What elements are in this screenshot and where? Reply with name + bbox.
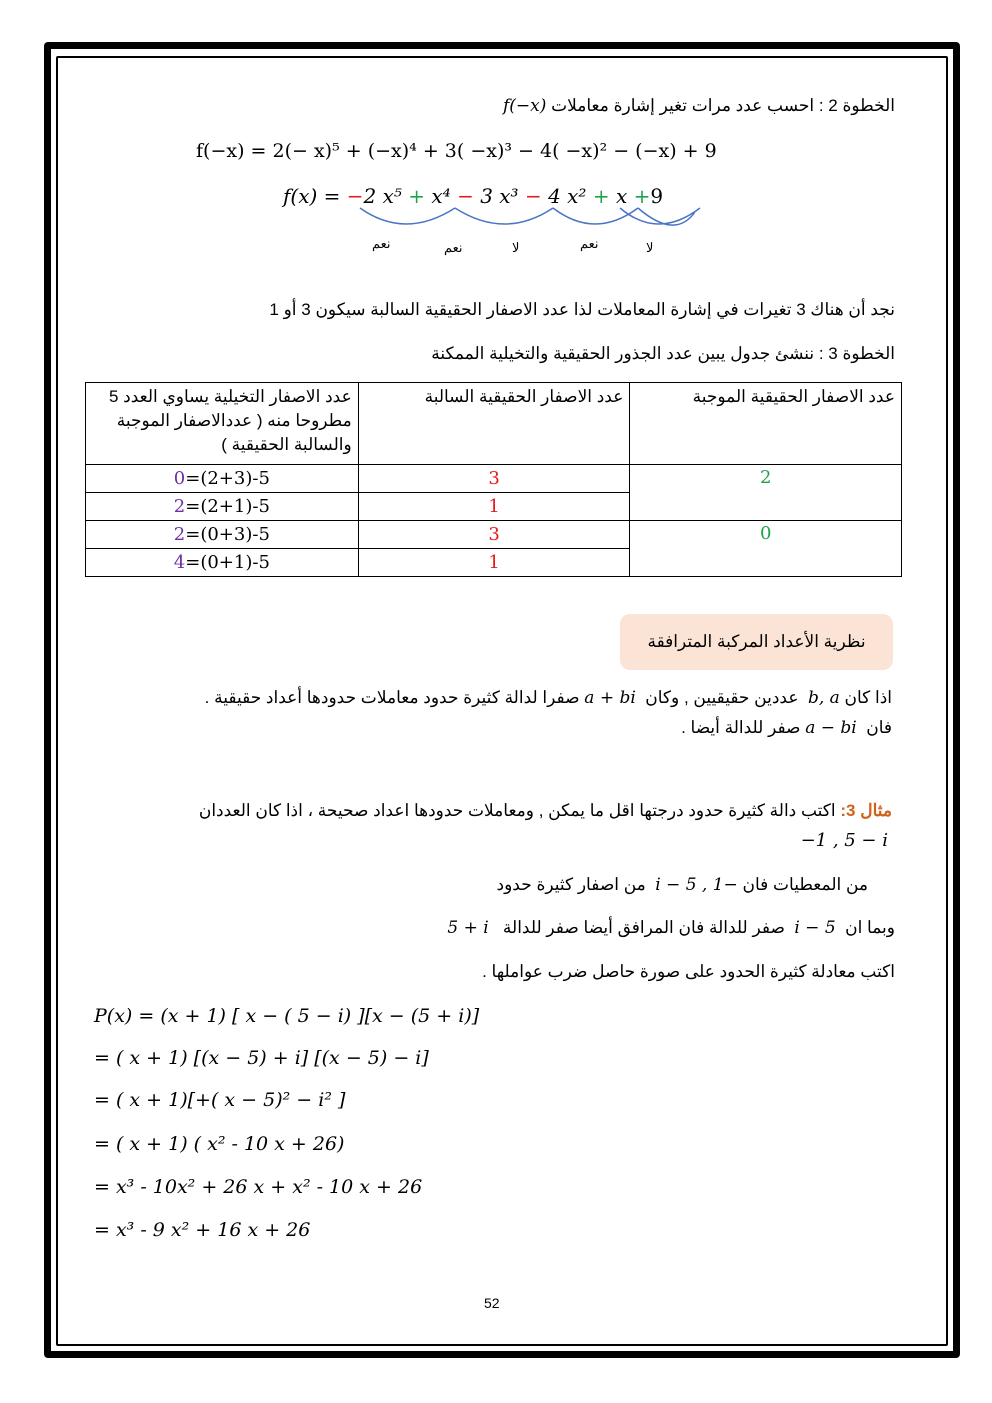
example3-given-zeros: −1 , 5 − i [800, 830, 888, 851]
roots-table [85, 382, 902, 577]
cell-negative: 3 [358, 521, 630, 549]
example3-statement: مثال 3: اكتب دالة كثيرة حدود درجتها اقل ما يمكن , ومعاملات حدودها اعداد صحيحة ، اذا كان العددان [198, 801, 892, 820]
theorem-line-1: اذا كان b, a عددين حقيقيين , وكان a + bi صفرا لدالة كثيرة حدود معاملات حدودها أعداد حقيقية . [204, 688, 892, 708]
cell-imaginary: 5-(0+3)=2 [86, 521, 359, 549]
step3-heading: الخطوة 3 : ننشئ جدول يبين عدد الجذور الحقيقية والتخيلية الممكنة [431, 344, 895, 363]
page-number: 52 [484, 1295, 500, 1311]
write-factored-instruction: اكتب معادلة كثيرة الحدود على صورة حاصل ضرب عواملها . [482, 962, 895, 981]
table-header-row [86, 383, 902, 465]
cell-imaginary: 5-(2+3)=0 [86, 465, 359, 493]
conclusion-text: نجد أن هناك 3 تغيرات في إشارة المعاملات لذا عدد الاصفار الحقيقية السالبة سيكون 3 أو 1 [269, 300, 895, 319]
cell-negative: 1 [358, 493, 630, 521]
derivation-line-1: P(x) = (x + 1) [ x − ( 5 − i) ][x − (5 + i)] [94, 1005, 480, 1027]
sign-minus: − [346, 184, 364, 208]
header-positive: عدد الاصفار الحقيقية الموجبة [630, 383, 902, 465]
derivation-line-3: = ( x + 1)[+( x − 5)² − i² ] [94, 1089, 346, 1111]
table-row [86, 465, 902, 493]
derivation-line-2: = ( x + 1) [(x − 5) + i] [(x − 5) − i] [94, 1047, 429, 1069]
cell-negative: 1 [358, 549, 630, 577]
theorem-line-2: فان a − bi صفر للدالة أيضا . [681, 718, 892, 738]
sign-minus: − [524, 184, 542, 208]
cell-imaginary: 5-(0+1)=4 [86, 549, 359, 577]
derivation-line-4: = ( x + 1) ( x² - 10 x + 26) [94, 1133, 345, 1155]
equation-f-x: f(x) = −2 x⁵ + x⁴ − 3 x³ − 4 x² + x +9 [283, 184, 664, 208]
cell-imaginary: 5-(2+1)=2 [86, 493, 359, 521]
example3-label: مثال 3: [840, 801, 892, 820]
step2-heading: الخطوة 2 : احسب عدد مرات تغير إشارة معاملات f(−x) [503, 96, 895, 116]
header-negative: عدد الاصفار الحقيقية السالبة [358, 383, 630, 465]
step2-function: f(−x) [503, 96, 547, 116]
sign-plus: + [408, 184, 426, 208]
sign-plus: + [592, 184, 610, 208]
cell-negative: 3 [358, 465, 630, 493]
cell-positive: 0 [630, 521, 902, 577]
conjugate-line: وبما ان i − 5 صفر للدالة فان المرافق أيضا صفر للدالة 5 + i [447, 918, 895, 938]
given-zeros-line: من المعطيات فان i − 5 , 1− من اصفار كثيرة حدود [496, 875, 868, 895]
sign-change-labels: نعم نعم لا نعم لا [372, 236, 654, 255]
cell-positive: 2 [630, 465, 902, 521]
theorem-title-box [620, 614, 893, 670]
theorem-title: نظرية الأعداد المركبة المترافقة [647, 632, 866, 651]
derivation-line-5: = x³ - 10x² + 26 x + x² - 10 x + 26 [94, 1176, 423, 1198]
header-imaginary: عدد الاصفار التخيلية يساوي العدد 5 مطروحا منه ( عددالاصفار الموجبة والسالبة الحقيقية ) [86, 383, 359, 465]
sign-plus: + [633, 184, 651, 208]
sign-change-arc-last [618, 200, 718, 240]
table-row [86, 521, 902, 549]
derivation-line-6: = x³ - 9 x² + 16 x + 26 [94, 1219, 311, 1241]
equation-f-neg-x: f(−x) = 2(− x)⁵ + (−x)⁴ + 3( −x)³ − 4( −x)² − (−x) + 9 [196, 140, 717, 162]
sign-minus: − [457, 184, 474, 208]
